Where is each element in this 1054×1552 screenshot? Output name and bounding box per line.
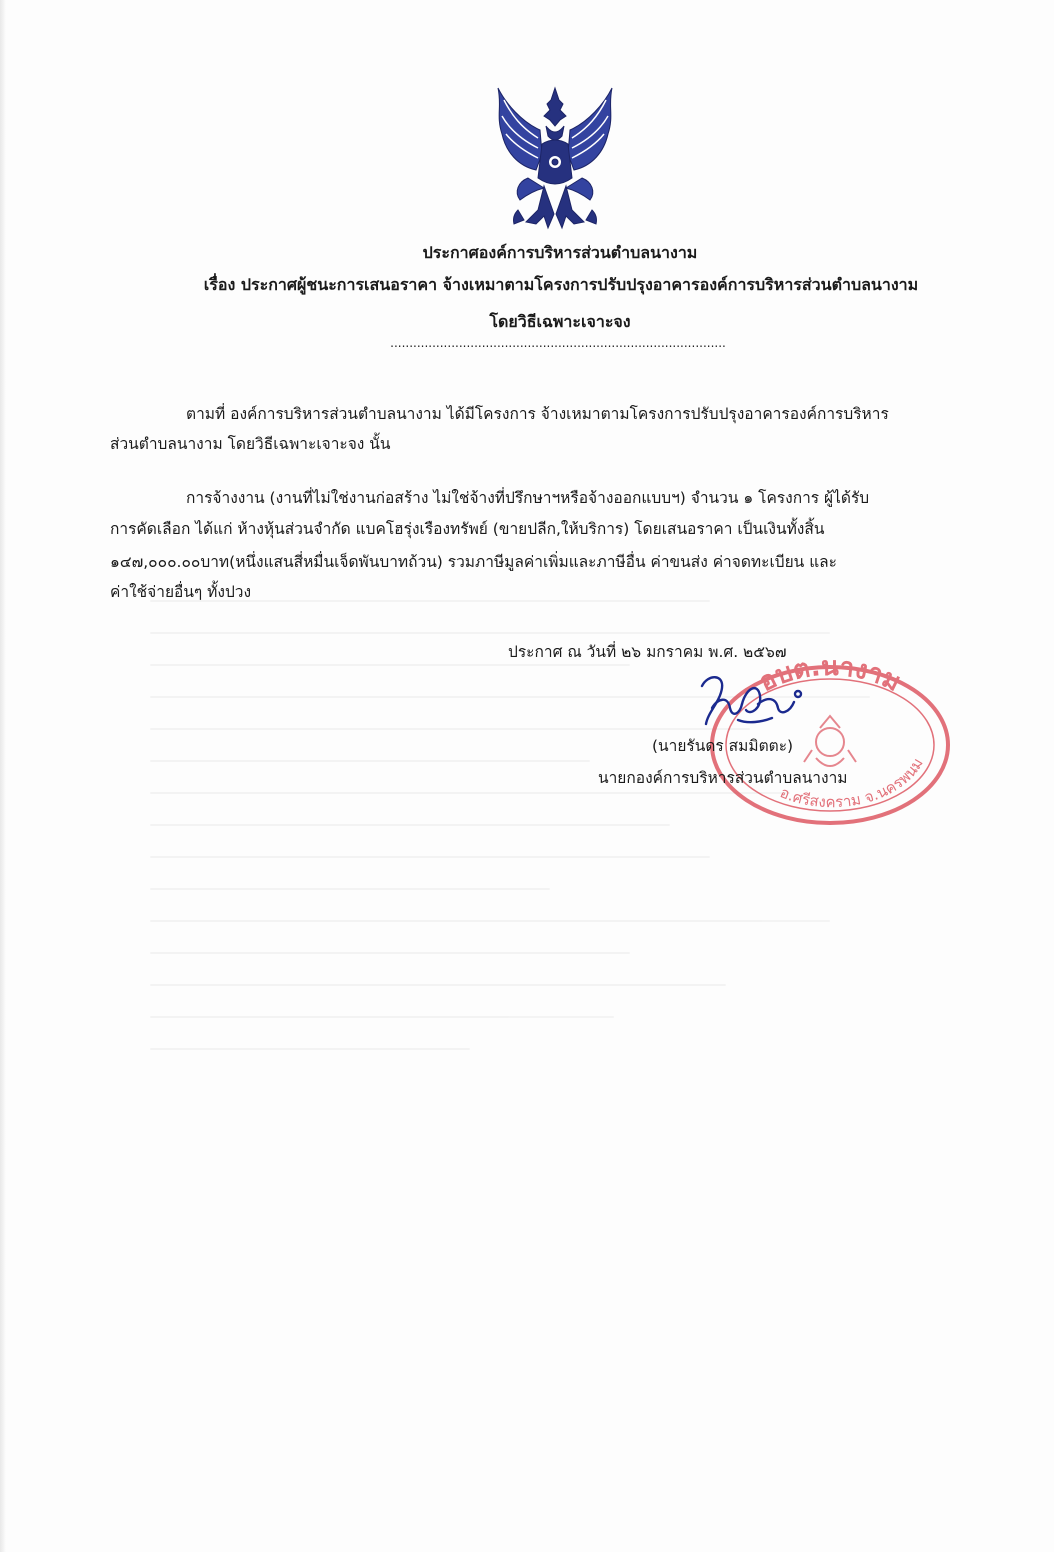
paragraph-2-line-1: การจ้างงาน (งานที่ไม่ใช่งานก่อสร้าง ไม่ใช่จ้างที่ปรึกษาฯหรือจ้างออกแบบฯ) จำนวน ๑ โครงการ ผู้ได้รับ (186, 489, 870, 507)
handwritten-signature (698, 668, 808, 728)
dotted-separator: ........................................................................................ (390, 336, 726, 350)
document-title: ประกาศองค์การบริหารส่วนตำบลนางาม (422, 243, 698, 262)
stamp-top-text: อบต.นางาม (754, 651, 906, 698)
stamp-bottom-text: อ.ศรีสงคราม จ.นครพนม (777, 754, 927, 812)
paragraph-1-line-2: ส่วนตำบลนางาม โดยวิธีเฉพาะเจาะจง นั้น (110, 435, 391, 453)
document-subject: เรื่อง ประกาศผู้ชนะการเสนอราคา จ้างเหมาตามโครงการปรับปรุงอาคารองค์การบริหารส่วนตำบลนางาม (203, 275, 919, 294)
garuda-emblem-icon (488, 82, 622, 234)
paragraph-2-line-4: ค่าใช้จ่ายอื่นๆ ทั้งปวง (110, 583, 252, 601)
paragraph-2-line-2: การคัดเลือก ได้แก่ ห้างหุ้นส่วนจำกัด แบคโฮรุ่งเรืองทรัพย์ (ขายปลีก,ให้บริการ) โดยเสนอราคา เป็นเงินทั้งสิ้น (110, 520, 825, 538)
announcement-date: ประกาศ ณ วันที่ ๒๖ มกราคม พ.ศ. ๒๕๖๗ (508, 643, 787, 661)
signer-name: (นายรันดร สมมิตตะ) (652, 737, 794, 755)
paragraph-2-line-3: ๑๔๗,๐๐๐.๐๐บาท(หนึ่งแสนสี่หมื่นเจ็ดพันบาทถ้วน) รวมภาษีมูลค่าเพิ่มและภาษีอื่น ค่าขนส่ง ค่าจดทะเบียน และ (110, 553, 838, 571)
procurement-method: โดยวิธีเฉพาะเจาะจง (489, 312, 631, 331)
paragraph-1-line-1: ตามที่ องค์การบริหารส่วนตำบลนางาม ได้มีโครงการ จ้างเหมาตามโครงการปรับปรุงอาคารองค์การบริหาร (186, 405, 889, 423)
signer-position: นายกองค์การบริหารส่วนตำบลนางาม (598, 769, 848, 787)
page-edge-shadow (0, 0, 6, 1552)
